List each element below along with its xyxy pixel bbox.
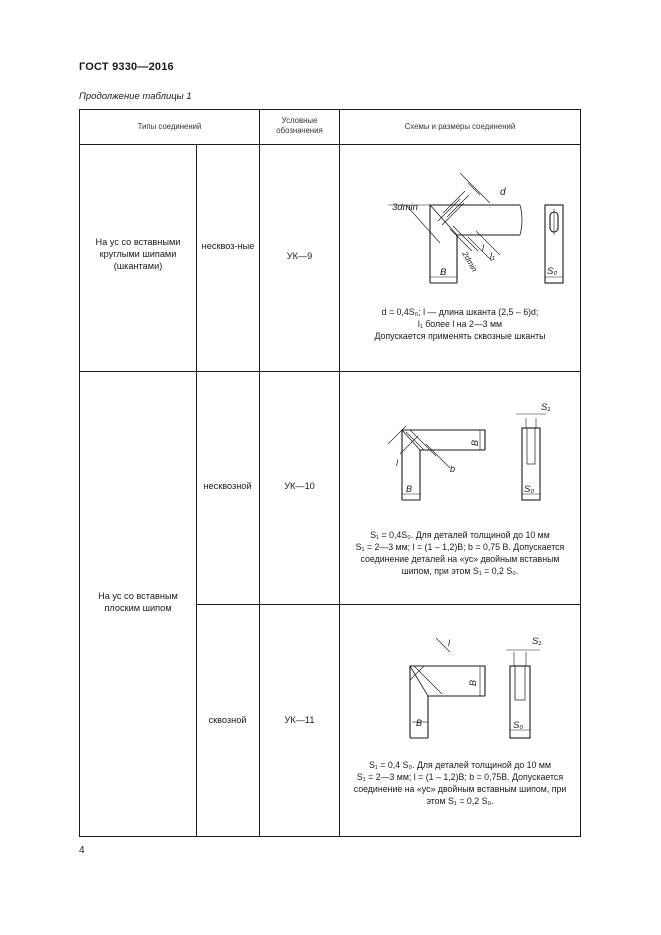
document-code: ГОСТ 9330—2016 <box>79 61 174 73</box>
uk9-label-l1: l₁ <box>490 251 495 261</box>
table-border-left <box>79 109 80 836</box>
table-border-top <box>79 109 581 110</box>
row2-note-line-1: S₁ = 0,4S₀. Для деталей толщиной до 10 мм <box>370 530 550 540</box>
row1-note-line-2: l₁ более l на 2—3 мм <box>417 318 503 329</box>
uk10-label-s1: S₁ <box>541 402 551 413</box>
table-row-divider <box>79 371 581 372</box>
row1-symbol: УК—9 <box>286 251 313 261</box>
row2-note <box>345 530 575 578</box>
row3-subtype: сквозной <box>208 715 247 725</box>
uk9-label-b: B <box>440 267 447 278</box>
table-border-right <box>580 109 581 836</box>
uk9-label-3dmin: 3dmin <box>392 202 418 213</box>
uk10-label-b-bottom: B <box>406 484 413 494</box>
diagram-uk9 <box>340 165 580 305</box>
diagram-uk11 <box>340 630 580 740</box>
uk9-label-s0: S₀ <box>547 266 558 277</box>
table-caption: Продолжение таблицы 1 <box>79 91 192 102</box>
uk11-label-b-bottom: B <box>416 718 423 728</box>
row3-note-line-3: соединение на «ус» двойным вставным шипом, при <box>353 783 567 794</box>
uk10-label-b: B <box>470 439 480 446</box>
row2-note-line-4: шипом, при этом S₁ = 0,2 S₀. <box>401 565 519 576</box>
uk11-label-s0: S₀ <box>513 720 524 731</box>
table-header-bottom <box>79 144 581 145</box>
row2-note-line-2: S₁ = 2—3 мм; l = (1 – 1,2)B; b = 0,75 B. Допускается <box>355 541 565 552</box>
table-border-bottom <box>79 836 581 837</box>
row3-note-line-1: S₁ = 0,4 S₀. Для деталей толщиной до 10 мм <box>369 760 551 770</box>
header-symbols: Условные обозначения <box>276 116 323 135</box>
uk9-label-l: l <box>482 243 484 253</box>
row1-type: На ус со вставными круглыми шипами (шкантами) <box>95 237 181 271</box>
header-types: Типы соединений <box>137 122 202 131</box>
row3-symbol: УК—11 <box>284 715 315 725</box>
row2-note-line-3: соединение деталей на «ус» двойным вставным <box>360 553 560 564</box>
uk9-label-d: d <box>500 187 506 198</box>
header-schemes: Схемы и размеры соединений <box>404 122 516 131</box>
row1-note-line-3: Допускается применять сквозные шканты <box>374 330 546 341</box>
row1-subtype: несквоз-ные <box>201 241 255 251</box>
diagram-uk10 <box>340 400 580 510</box>
row3-note-line-4: этом S₁ = 0,2 S₀. <box>426 795 494 806</box>
uk9-label-2dmin: 2dmin <box>460 250 479 274</box>
row3-note-line-2: S₁ = 2—3 мм; l = (1 – 1,2)B; b = 0,75B. Допускается <box>356 771 564 782</box>
table-subrow-divider <box>196 604 581 605</box>
uk11-label-s1: S₁ <box>532 636 542 647</box>
row3-note <box>345 760 575 808</box>
row2-subtype: несквозной <box>203 481 252 491</box>
page-number: 4 <box>79 845 85 856</box>
uk10-label-s0: S₀ <box>524 484 535 495</box>
uk10-label-l: l <box>396 458 398 468</box>
uk11-label-l: l <box>448 638 450 648</box>
row2-symbol: УК—10 <box>284 481 315 491</box>
uk10-label-bsmall: b <box>450 464 456 474</box>
row1-note-line-1: d = 0,4S₀; l — длина шканта (2,5 – 6)d; <box>381 307 539 317</box>
row2-type: На ус со вставным плоским шипом <box>98 591 178 613</box>
uk11-label-b: B <box>468 679 478 686</box>
row1-note <box>345 307 575 343</box>
